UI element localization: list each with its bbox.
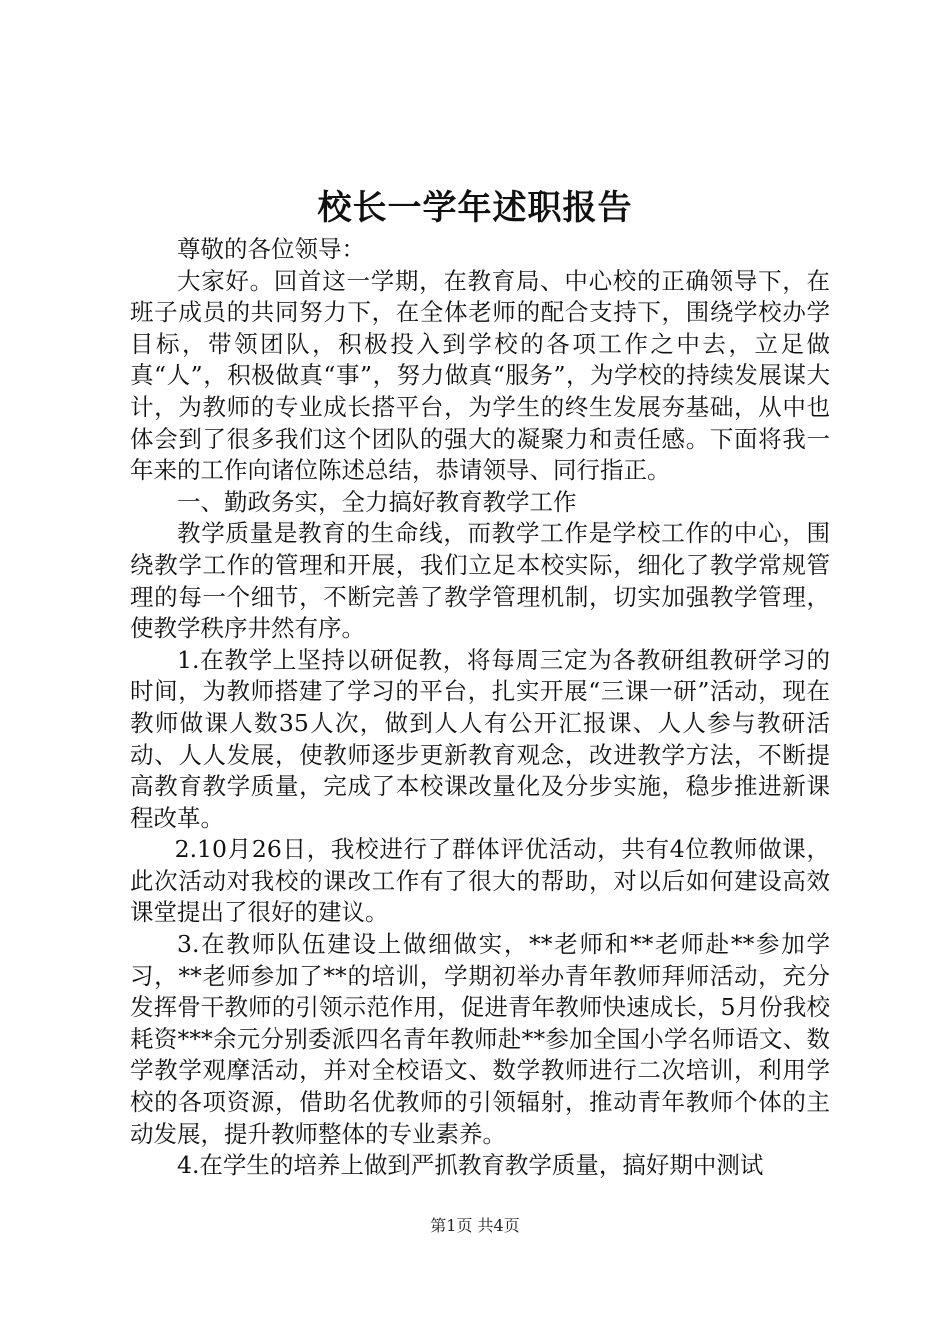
paragraph-item-3: 3.在教师队伍建设上做细做实，**老师和**老师赴**参加学习，**老师参加了**的培训，学期初举办青年教师拜师活动，充分发挥骨干教师的引领示范作用，促进青年教师快速成长，5月份我校耗资***余元分别委派四名青年教师赴**参加全国小学名师语文、数学教学观摩活动，并对全校语文、数学教师进行二次培训，利用学校的各项资源，借助名优教师的引领辐射，推动青年教师个体的主动发展，提升教师整体的专业素养。 bbox=[130, 930, 830, 1148]
paragraph-item-1: 1.在教学上坚持以研促教，将每周三定为各教研组教研学习的时间，为教师搭建了学习的平台，扎实开展“三课一研”活动，现在教师做课人数35人次，做到人人有公开汇报课、人人参与教研活动、人人发展，使教师逐步更新教育观念，改进教学方法，不断提高教育教学质量，完成了本校课改量化及分步实施，稳步推进新课程改革。 bbox=[130, 645, 830, 832]
paragraph-item-2: 2.10月26日，我校进行了群体评优活动，共有4位教师做课，此次活动对我校的课改工作有了很大的帮助，对以后如何建设高效课堂提出了很好的建议。 bbox=[130, 835, 830, 927]
document-body bbox=[130, 234, 830, 1182]
salutation: 尊敬的各位领导： bbox=[177, 235, 365, 263]
page-number: 第1页 共4页 bbox=[430, 1216, 520, 1235]
document-title: 校长一学年述职报告 bbox=[317, 188, 633, 228]
section-heading: 一、勤政务实，全力搞好教育教学工作 bbox=[177, 487, 577, 516]
paragraph-teaching-quality: 教学质量是教育的生命线，而教学工作是学校工作的中心，围绕教学工作的管理和开展，我们立足本校实际，细化了教学常规管理的每一个细节，不断完善了教学管理机制，切实加强教学管理，使教学秩序井然有序。 bbox=[130, 519, 830, 643]
paragraph-item-4: 4.在学生的培养上做到严抓教育教学质量，搞好期中测试 bbox=[177, 1151, 764, 1180]
paragraph-opening: 大家好。回首这一学期，在教育局、中心校的正确领导下，在班子成员的共同努力下，在全体老师的配合支持下，围绕学校办学目标，带领团队，积极投入到学校的各项工作之中去，立足做真“人”，积极做真“事”，努力做真“服务”，为学校的持续发展谋大计，为教师的专业成长搭平台，为学生的终生发展夯基础，从中也体会到了很多我们这个团队的强大的凝聚力和责任感。下面将我一年来的工作向诸位陈述总结，恭请领导、同行指正。 bbox=[130, 266, 830, 485]
